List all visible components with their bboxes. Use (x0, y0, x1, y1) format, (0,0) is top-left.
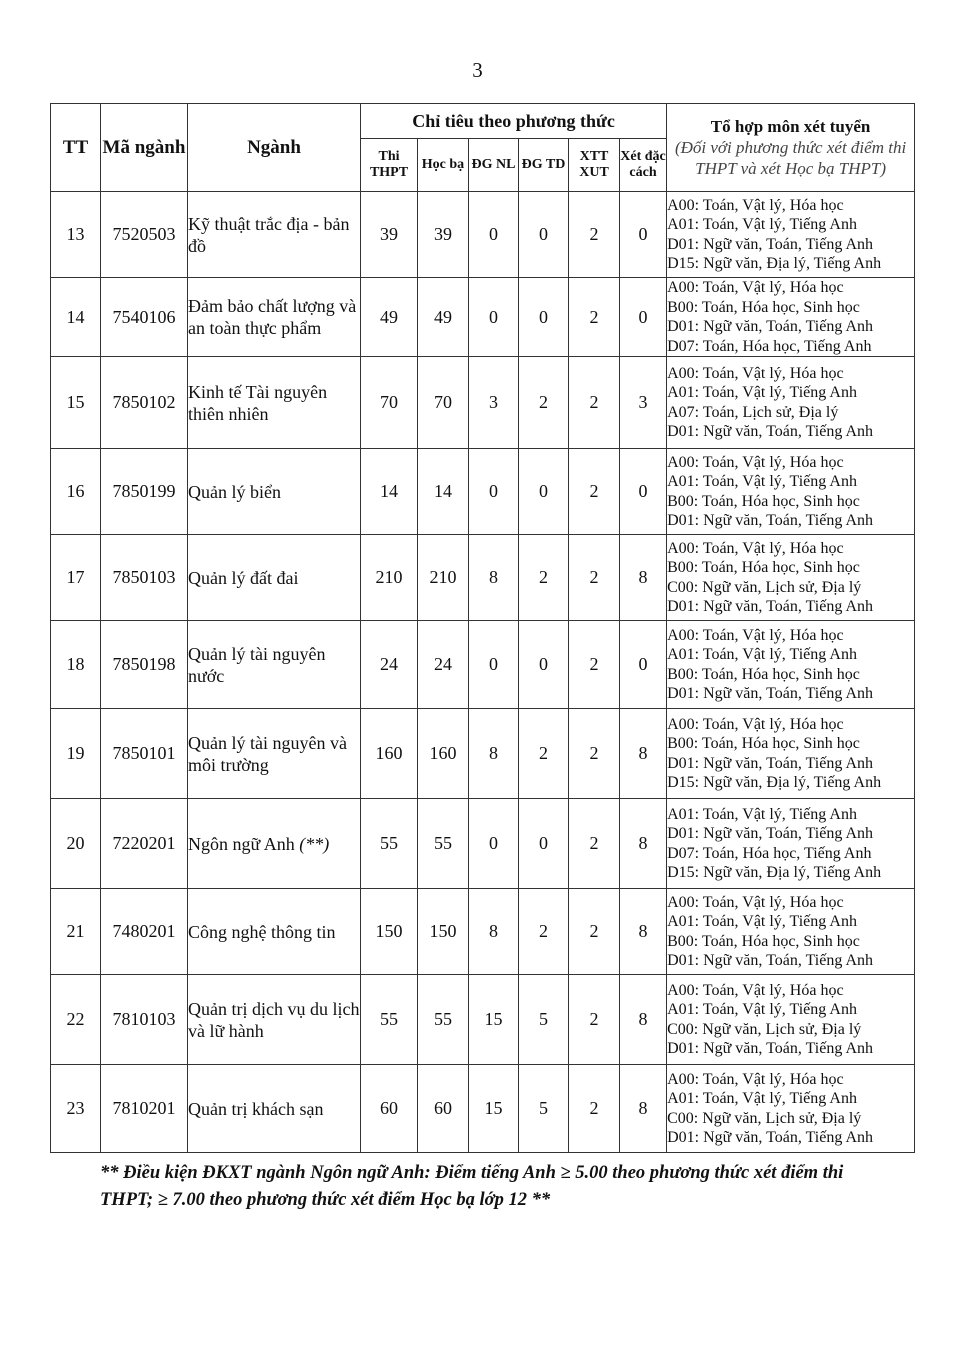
table-body (51, 192, 915, 1153)
row-tt: 17 (51, 535, 101, 621)
subject-combo: D01: Ngữ văn, Toán, Tiếng Anh (667, 754, 874, 772)
quota-xtt: 2 (569, 709, 620, 799)
row-major-name-cell (188, 535, 361, 621)
table-row (51, 1065, 915, 1153)
subject-combo: A00: Toán, Vật lý, Hóa học (667, 715, 844, 733)
table-row (51, 278, 915, 357)
subject-combo: A01: Toán, Vật lý, Tiếng Anh (667, 913, 857, 930)
subject-combo: D07: Toán, Hóa học, Tiếng Anh (667, 844, 872, 862)
row-subject-combos (667, 975, 915, 1065)
table-row (51, 535, 915, 621)
subject-combo: A00: Toán, Vật lý, Hóa học (667, 893, 844, 911)
quota-hocba: 39 (418, 192, 469, 278)
row-tt: 19 (51, 709, 101, 799)
row-major-name: Công nghệ thông tin (188, 921, 336, 942)
quota-xtt: 2 (569, 192, 620, 278)
row-major-code: 7850101 (101, 709, 188, 799)
table-row (51, 889, 915, 975)
quota-dgnl: 3 (469, 357, 519, 449)
quota-dac-cach: 0 (620, 278, 667, 357)
quota-thpt: 150 (361, 889, 418, 975)
table-row (51, 975, 915, 1065)
subject-combo: D01: Ngữ văn, Toán, Tiếng Anh (667, 423, 874, 440)
row-subject-combos (667, 449, 915, 535)
quota-dgnl: 8 (469, 535, 519, 621)
subject-combo: D07: Toán, Hóa học, Tiếng Anh (667, 337, 872, 355)
subject-combo: A01: Toán, Vật lý, Tiếng Anh (667, 805, 857, 823)
quota-dgnl: 15 (469, 1065, 519, 1153)
quota-dgtd: 0 (519, 449, 569, 535)
row-major-code: 7810201 (101, 1065, 188, 1153)
subject-combo: A00: Toán, Vật lý, Hóa học (667, 196, 844, 214)
subject-combo: D15: Ngữ văn, Địa lý, Tiếng Anh (667, 255, 882, 272)
row-major-marker: (**) (299, 833, 330, 854)
row-tt: 15 (51, 357, 101, 449)
quota-dac-cach: 8 (620, 709, 667, 799)
subject-combo: D15: Ngữ văn, Địa lý, Tiếng Anh (667, 774, 882, 791)
subject-combo: D01: Ngữ văn, Toán, Tiếng Anh (667, 825, 874, 842)
quota-hocba: 49 (418, 278, 469, 357)
row-major-name-cell (188, 357, 361, 449)
footnote: ** Điều kiện ĐKXT ngành Ngôn ngữ Anh: Điểm tiếng Anh ≥ 5.00 theo phương thức xét điểm thi THPT; ≥ 7.00 theo phương thức xét điểm Học bạ lớp 12 ** (100, 1163, 844, 1210)
quota-dgtd: 0 (519, 799, 569, 889)
row-major-name: Kỹ thuật trắc địa - bản đồ (188, 213, 350, 256)
subject-combo: D01: Ngữ văn, Toán, Tiếng Anh (667, 318, 874, 335)
row-tt: 13 (51, 192, 101, 278)
quota-dgnl: 0 (469, 449, 519, 535)
admissions-quota-table (50, 103, 915, 1153)
quota-dac-cach: 3 (620, 357, 667, 449)
row-major-name-cell (188, 975, 361, 1065)
quota-dgnl: 8 (469, 889, 519, 975)
quota-dgtd: 0 (519, 192, 569, 278)
table-row (51, 449, 915, 535)
subject-combo: C00: Ngữ văn, Lịch sử, Địa lý (667, 1109, 862, 1127)
quota-dgtd: 2 (519, 889, 569, 975)
quota-dgtd: 2 (519, 709, 569, 799)
quota-thpt: 14 (361, 449, 418, 535)
quota-thpt: 55 (361, 975, 418, 1065)
row-major-name-cell (188, 621, 361, 709)
quota-dgnl: 0 (469, 621, 519, 709)
row-major-name-cell (188, 799, 361, 889)
subject-combo: D01: Ngữ văn, Toán, Tiếng Anh (667, 512, 874, 529)
row-tt: 18 (51, 621, 101, 709)
header-major: Ngành (188, 104, 361, 192)
quota-xtt: 2 (569, 278, 620, 357)
quota-hocba: 160 (418, 709, 469, 799)
quota-dgnl: 0 (469, 278, 519, 357)
table-row (51, 192, 915, 278)
header-method-dgnl: ĐG NL (469, 139, 519, 192)
row-subject-combos (667, 1065, 915, 1153)
quota-dac-cach: 8 (620, 889, 667, 975)
quota-xtt: 2 (569, 799, 620, 889)
subject-combo: B00: Toán, Hóa học, Sinh học (667, 298, 860, 316)
subject-combo: A01: Toán, Vật lý, Tiếng Anh (667, 216, 857, 233)
row-major-name-cell (188, 709, 361, 799)
header-method-dac-cach: Xét đặc cách (620, 139, 667, 192)
subject-combo: D01: Ngữ văn, Toán, Tiếng Anh (667, 952, 874, 969)
quota-dgtd: 2 (519, 357, 569, 449)
row-major-name: Quản trị dịch vụ du lịch và lữ hành (188, 998, 360, 1041)
quota-hocba: 55 (418, 799, 469, 889)
row-major-name: Kinh tế Tài nguyên thiên nhiên (188, 381, 328, 424)
quota-xtt: 2 (569, 621, 620, 709)
quota-dac-cach: 8 (620, 975, 667, 1065)
row-major-name: Quản trị khách sạn (188, 1098, 324, 1119)
quota-xtt: 2 (569, 889, 620, 975)
quota-thpt: 210 (361, 535, 418, 621)
row-major-code: 7850103 (101, 535, 188, 621)
header-combo-title: Tổ hợp môn xét tuyển (710, 117, 871, 136)
table-row (51, 799, 915, 889)
quota-dgnl: 15 (469, 975, 519, 1065)
row-major-code: 7850198 (101, 621, 188, 709)
quota-dgtd: 5 (519, 1065, 569, 1153)
quota-dgnl: 0 (469, 799, 519, 889)
row-major-name-cell (188, 278, 361, 357)
quota-thpt: 39 (361, 192, 418, 278)
subject-combo: D01: Ngữ văn, Toán, Tiếng Anh (667, 598, 874, 615)
row-major-code: 7220201 (101, 799, 188, 889)
subject-combo: B00: Toán, Hóa học, Sinh học (667, 735, 860, 752)
quota-dac-cach: 8 (620, 535, 667, 621)
quota-dgnl: 8 (469, 709, 519, 799)
subject-combo: B00: Toán, Hóa học, Sinh học (667, 665, 860, 683)
row-major-name: Quản lý tài nguyên nước (188, 643, 326, 686)
header-code: Mã ngành (101, 104, 188, 192)
quota-thpt: 49 (361, 278, 418, 357)
subject-combo: D01: Ngữ văn, Toán, Tiếng Anh (667, 1129, 874, 1146)
row-subject-combos (667, 278, 915, 357)
header-method-thpt: Thi THPT (361, 139, 418, 192)
subject-combo: A00: Toán, Vật lý, Hóa học (667, 453, 844, 471)
quota-dac-cach: 8 (620, 799, 667, 889)
header-method-hocba: Học bạ (418, 139, 469, 192)
row-major-name: Quản lý biển (188, 481, 281, 502)
row-major-code: 7810103 (101, 975, 188, 1065)
row-major-name: Quản lý đất đai (188, 567, 299, 588)
quota-hocba: 210 (418, 535, 469, 621)
quota-dgtd: 5 (519, 975, 569, 1065)
subject-combo: A01: Toán, Vật lý, Tiếng Anh (667, 473, 857, 490)
subject-combo: A00: Toán, Vật lý, Hóa học (667, 981, 844, 999)
subject-combo: A01: Toán, Vật lý, Tiếng Anh (667, 646, 857, 663)
subject-combo: D01: Ngữ văn, Toán, Tiếng Anh (667, 1040, 874, 1057)
quota-xtt: 2 (569, 535, 620, 621)
subject-combo: A00: Toán, Vật lý, Hóa học (667, 626, 844, 644)
header-method-xtt: XTT XUT (569, 139, 620, 192)
row-tt: 21 (51, 889, 101, 975)
quota-hocba: 24 (418, 621, 469, 709)
row-subject-combos (667, 621, 915, 709)
row-tt: 16 (51, 449, 101, 535)
subject-combo: A07: Toán, Lịch sử, Địa lý (667, 403, 839, 421)
quota-hocba: 150 (418, 889, 469, 975)
subject-combo: D15: Ngữ văn, Địa lý, Tiếng Anh (667, 864, 882, 881)
row-tt: 23 (51, 1065, 101, 1153)
subject-combo: A01: Toán, Vật lý, Tiếng Anh (667, 1090, 857, 1107)
row-major-code: 7850102 (101, 357, 188, 449)
quota-xtt: 2 (569, 975, 620, 1065)
subject-combo: B00: Toán, Hóa học, Sinh học (667, 492, 860, 510)
subject-combo: C00: Ngữ văn, Lịch sử, Địa lý (667, 578, 862, 596)
quota-dac-cach: 0 (620, 621, 667, 709)
subject-combo: C00: Ngữ văn, Lịch sử, Địa lý (667, 1020, 862, 1038)
row-subject-combos (667, 357, 915, 449)
header-method-dgtd: ĐG TD (519, 139, 569, 192)
subject-combo: B00: Toán, Hóa học, Sinh học (667, 559, 860, 576)
subject-combo: A00: Toán, Vật lý, Hóa học (667, 539, 844, 557)
quota-dgtd: 2 (519, 535, 569, 621)
quota-hocba: 60 (418, 1065, 469, 1153)
row-subject-combos (667, 535, 915, 621)
header-row-top (51, 104, 915, 139)
header-combo (667, 104, 915, 192)
table-row (51, 709, 915, 799)
row-subject-combos (667, 709, 915, 799)
subject-combo: D01: Ngữ văn, Toán, Tiếng Anh (667, 685, 874, 702)
row-tt: 20 (51, 799, 101, 889)
quota-xtt: 2 (569, 449, 620, 535)
quota-dgtd: 0 (519, 278, 569, 357)
subject-combo: A01: Toán, Vật lý, Tiếng Anh (667, 384, 857, 401)
quota-hocba: 55 (418, 975, 469, 1065)
quota-dgtd: 0 (519, 621, 569, 709)
row-subject-combos (667, 889, 915, 975)
row-major-code: 7540106 (101, 278, 188, 357)
quota-hocba: 70 (418, 357, 469, 449)
quota-thpt: 24 (361, 621, 418, 709)
quota-dac-cach: 8 (620, 1065, 667, 1153)
quota-dgnl: 0 (469, 192, 519, 278)
table-row (51, 357, 915, 449)
quota-thpt: 70 (361, 357, 418, 449)
row-subject-combos (667, 799, 915, 889)
table-row (51, 621, 915, 709)
header-tt: TT (51, 104, 101, 192)
row-major-name: Đảm bảo chất lượng và an toàn thực phẩm (188, 296, 357, 338)
quota-xtt: 2 (569, 1065, 620, 1153)
row-major-name-cell (188, 889, 361, 975)
row-major-code: 7480201 (101, 889, 188, 975)
row-major-name-cell (188, 1065, 361, 1153)
row-major-code: 7520503 (101, 192, 188, 278)
header-combo-note: (Đối với phương thức xét điểm thi THPT và xét Học bạ THPT) (674, 138, 907, 178)
quota-hocba: 14 (418, 449, 469, 535)
row-major-code: 7850199 (101, 449, 188, 535)
subject-combo: B00: Toán, Hóa học, Sinh học (667, 932, 860, 950)
quota-thpt: 60 (361, 1065, 418, 1153)
row-major-name-cell (188, 449, 361, 535)
row-major-name: Quản lý tài nguyên và môi trường (188, 732, 347, 775)
quota-dac-cach: 0 (620, 192, 667, 278)
quota-dac-cach: 0 (620, 449, 667, 535)
subject-combo: A00: Toán, Vật lý, Hóa học (667, 364, 844, 382)
subject-combo: A01: Toán, Vật lý, Tiếng Anh (667, 1001, 857, 1018)
subject-combo: A00: Toán, Vật lý, Hóa học (667, 279, 844, 296)
row-major-name: Ngôn ngữ Anh (188, 833, 295, 854)
row-subject-combos (667, 192, 915, 278)
quota-thpt: 55 (361, 799, 418, 889)
row-major-name-cell (188, 192, 361, 278)
row-tt: 14 (51, 278, 101, 357)
row-tt: 22 (51, 975, 101, 1065)
quota-thpt: 160 (361, 709, 418, 799)
header-method-group: Chỉ tiêu theo phương thức (361, 104, 667, 139)
subject-combo: A00: Toán, Vật lý, Hóa học (667, 1070, 844, 1088)
quota-xtt: 2 (569, 357, 620, 449)
subject-combo: D01: Ngữ văn, Toán, Tiếng Anh (667, 235, 874, 253)
page-number: 3 (472, 58, 483, 82)
